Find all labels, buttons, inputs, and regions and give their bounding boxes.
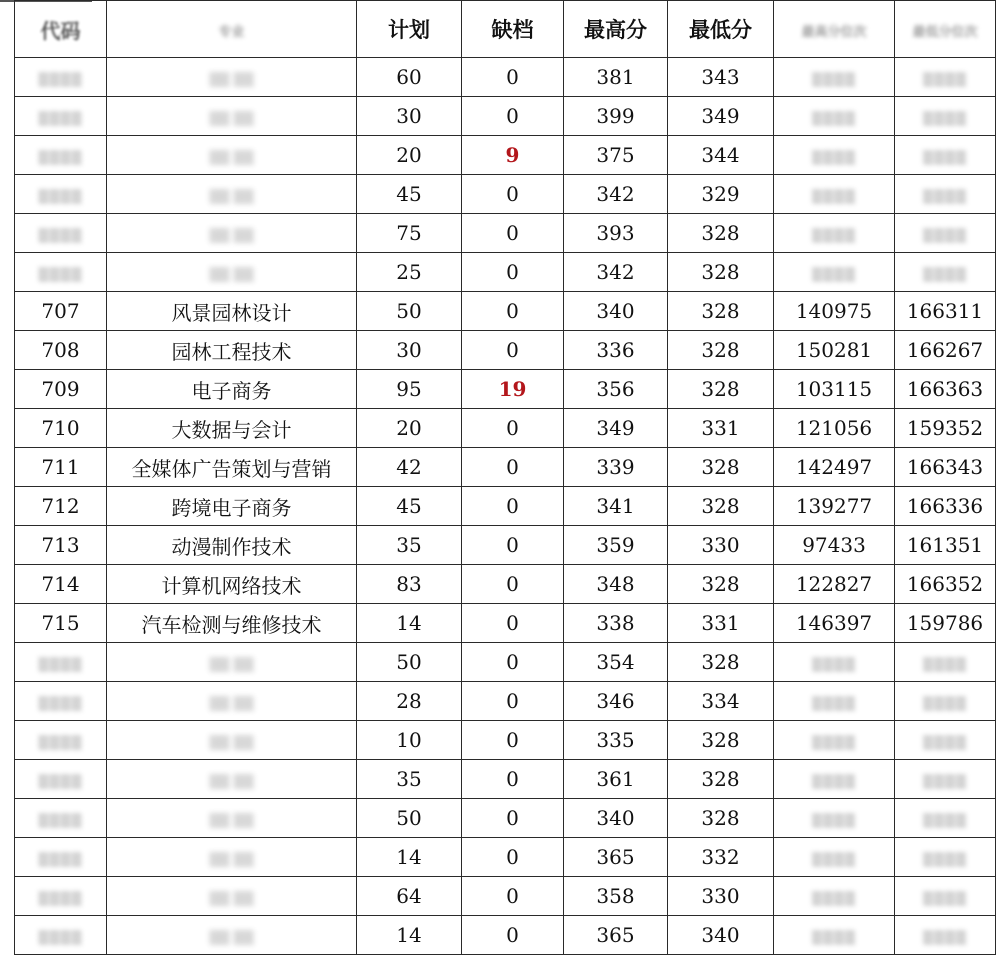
- cell-code: 710: [15, 409, 107, 448]
- obscured-text: ▒▒▒▒: [38, 268, 83, 283]
- cell-code: 709: [15, 370, 107, 409]
- cell-max-rank: [774, 643, 895, 682]
- cell-gap: 19: [462, 370, 564, 409]
- cell-code: [15, 682, 107, 721]
- cell-max-score: 342: [564, 253, 668, 292]
- cell-plan: 45: [357, 487, 462, 526]
- cell-min-rank: 166363: [895, 370, 996, 409]
- cell-max-score: 365: [564, 838, 668, 877]
- obscured-text: ▒▒▒▒: [812, 112, 856, 127]
- cell-gap: 0: [462, 916, 564, 955]
- cell-gap: 0: [462, 760, 564, 799]
- cell-min-rank: 166352: [895, 565, 996, 604]
- cell-min-rank: [895, 175, 996, 214]
- cell-major-name: [107, 682, 357, 721]
- cell-major-name: [107, 916, 357, 955]
- obscured-text: ▒▒ ▒▒: [209, 931, 254, 946]
- cell-code: [15, 877, 107, 916]
- obscured-text: ▒▒ ▒▒: [209, 229, 254, 244]
- cell-max-rank: [774, 838, 895, 877]
- cell-plan: 42: [357, 448, 462, 487]
- obscured-text: ▒▒▒▒: [38, 112, 83, 127]
- obscured-text: ▒▒ ▒▒: [209, 697, 254, 712]
- cell-max-score: 340: [564, 292, 668, 331]
- cell-min-score: 328: [668, 370, 774, 409]
- cell-max-score: 339: [564, 448, 668, 487]
- obscured-text: ▒▒▒▒: [923, 112, 967, 127]
- cell-code: [15, 97, 107, 136]
- cell-max-rank: 97433: [774, 526, 895, 565]
- cell-max-score: 346: [564, 682, 668, 721]
- header-plan: 计划: [357, 1, 462, 58]
- cell-plan: 10: [357, 721, 462, 760]
- obscured-text: ▒▒ ▒▒: [209, 736, 254, 751]
- cell-min-rank: [895, 58, 996, 97]
- cell-max-rank: 139277: [774, 487, 895, 526]
- cell-plan: 50: [357, 643, 462, 682]
- cell-min-score: 328: [668, 487, 774, 526]
- cell-code: [15, 760, 107, 799]
- cell-plan: 14: [357, 838, 462, 877]
- cell-gap: 0: [462, 292, 564, 331]
- obscured-text: ▒▒▒▒: [812, 658, 856, 673]
- cell-plan: 60: [357, 58, 462, 97]
- cell-min-rank: [895, 760, 996, 799]
- cell-max-rank: [774, 916, 895, 955]
- cell-plan: 75: [357, 214, 462, 253]
- cell-min-rank: [895, 214, 996, 253]
- cell-gap: 0: [462, 253, 564, 292]
- table-row: [15, 136, 996, 175]
- cell-max-score: 365: [564, 916, 668, 955]
- obscured-text: ▒▒▒▒: [38, 151, 83, 166]
- obscured-text: ▒▒▒▒: [812, 775, 856, 790]
- table-row: [15, 799, 996, 838]
- cell-max-score: 349: [564, 409, 668, 448]
- cell-min-score: 343: [668, 58, 774, 97]
- cell-gap: 0: [462, 682, 564, 721]
- cell-code: [15, 253, 107, 292]
- cell-gap: 0: [462, 643, 564, 682]
- cell-plan: 35: [357, 760, 462, 799]
- cell-plan: 95: [357, 370, 462, 409]
- obscured-text: ▒▒▒▒: [923, 268, 967, 283]
- obscured-text: ▒▒▒▒: [812, 73, 856, 88]
- cell-gap: 0: [462, 214, 564, 253]
- cell-max-rank: [774, 175, 895, 214]
- table-row: [15, 565, 996, 604]
- cell-gap: 0: [462, 721, 564, 760]
- cell-min-score: 329: [668, 175, 774, 214]
- cell-plan: 20: [357, 136, 462, 175]
- table-row: [15, 214, 996, 253]
- obscured-text: ▒▒▒▒: [38, 229, 83, 244]
- cell-max-score: 361: [564, 760, 668, 799]
- obscured-text: ▒▒▒▒: [923, 931, 967, 946]
- cell-min-rank: [895, 253, 996, 292]
- cell-min-rank: [895, 97, 996, 136]
- cell-major-name: [107, 799, 357, 838]
- cell-max-rank: [774, 721, 895, 760]
- cell-code: 711: [15, 448, 107, 487]
- cell-min-score: 328: [668, 214, 774, 253]
- cell-min-score: 330: [668, 877, 774, 916]
- cell-min-score: 340: [668, 916, 774, 955]
- cell-min-score: 328: [668, 643, 774, 682]
- cell-plan: 45: [357, 175, 462, 214]
- cell-max-score: 341: [564, 487, 668, 526]
- cell-gap: 0: [462, 175, 564, 214]
- header-max-score: 最高分: [564, 1, 668, 58]
- cell-plan: 30: [357, 331, 462, 370]
- cell-max-rank: [774, 58, 895, 97]
- header-major: 专业: [107, 1, 357, 58]
- cell-max-rank: 103115: [774, 370, 895, 409]
- cell-min-rank: 166311: [895, 292, 996, 331]
- cell-major-name: 跨境电子商务: [107, 487, 357, 526]
- obscured-text: ▒▒ ▒▒: [209, 112, 254, 127]
- cell-major-name: 汽车检测与维修技术: [107, 604, 357, 643]
- obscured-text: ▒▒▒▒: [812, 268, 856, 283]
- obscured-text: ▒▒ ▒▒: [209, 853, 254, 868]
- cell-max-rank: [774, 97, 895, 136]
- header-gap: 缺档: [462, 1, 564, 58]
- obscured-text: ▒▒▒▒: [923, 892, 967, 907]
- cell-min-rank: [895, 643, 996, 682]
- cell-major-name: 园林工程技术: [107, 331, 357, 370]
- cell-min-score: 328: [668, 253, 774, 292]
- cell-min-rank: 166336: [895, 487, 996, 526]
- obscured-text: ▒▒▒▒: [812, 229, 856, 244]
- cell-min-score: 328: [668, 799, 774, 838]
- cell-min-score: 328: [668, 565, 774, 604]
- cell-gap: 0: [462, 877, 564, 916]
- cell-code: [15, 214, 107, 253]
- obscured-text: ▒▒▒▒: [923, 190, 967, 205]
- cell-min-rank: [895, 838, 996, 877]
- obscured-text: ▒▒▒▒: [812, 697, 856, 712]
- cell-gap: 0: [462, 838, 564, 877]
- cell-max-score: 399: [564, 97, 668, 136]
- obscured-text: ▒▒▒▒: [812, 736, 856, 751]
- cell-plan: 28: [357, 682, 462, 721]
- obscured-text: ▒▒ ▒▒: [209, 814, 254, 829]
- cell-min-rank: 159352: [895, 409, 996, 448]
- obscured-text: ▒▒▒▒: [812, 931, 856, 946]
- cell-min-score: 330: [668, 526, 774, 565]
- cell-code: 707: [15, 292, 107, 331]
- table-row: [15, 838, 996, 877]
- obscured-text: ▒▒ ▒▒: [209, 73, 254, 88]
- table-row: [15, 604, 996, 643]
- cell-gap: 0: [462, 409, 564, 448]
- obscured-text: ▒▒▒▒: [38, 775, 83, 790]
- cell-code: 713: [15, 526, 107, 565]
- cell-min-score: 328: [668, 448, 774, 487]
- obscured-text: ▒▒▒▒: [812, 892, 856, 907]
- cell-plan: 25: [357, 253, 462, 292]
- cell-min-score: 344: [668, 136, 774, 175]
- cell-min-score: 328: [668, 292, 774, 331]
- obscured-text: ▒▒▒▒: [38, 931, 83, 946]
- cell-plan: 14: [357, 604, 462, 643]
- cell-max-rank: 142497: [774, 448, 895, 487]
- cell-min-rank: 166343: [895, 448, 996, 487]
- cell-gap: 0: [462, 799, 564, 838]
- cell-min-rank: [895, 682, 996, 721]
- cell-plan: 35: [357, 526, 462, 565]
- cell-max-rank: [774, 799, 895, 838]
- cell-gap: 0: [462, 487, 564, 526]
- table-row: [15, 448, 996, 487]
- cell-plan: 64: [357, 877, 462, 916]
- header-min-rank: 最低分位次: [895, 1, 996, 58]
- obscured-text: ▒▒ ▒▒: [209, 775, 254, 790]
- obscured-text: ▒▒ ▒▒: [209, 190, 254, 205]
- obscured-text: ▒▒▒▒: [38, 814, 83, 829]
- table-row: [15, 487, 996, 526]
- cell-plan: 20: [357, 409, 462, 448]
- cell-plan: 50: [357, 292, 462, 331]
- obscured-text: ▒▒▒▒: [38, 892, 83, 907]
- obscured-text: ▒▒▒▒: [923, 853, 967, 868]
- cell-min-score: 334: [668, 682, 774, 721]
- cell-max-rank: 121056: [774, 409, 895, 448]
- cell-max-rank: [774, 253, 895, 292]
- obscured-text: ▒▒ ▒▒: [209, 658, 254, 673]
- table-row: [15, 682, 996, 721]
- cell-plan: 83: [357, 565, 462, 604]
- obscured-text: ▒▒▒▒: [923, 151, 967, 166]
- cell-major-name: [107, 838, 357, 877]
- cell-min-rank: 166267: [895, 331, 996, 370]
- table-body: [15, 58, 996, 955]
- cell-code: [15, 799, 107, 838]
- cell-max-rank: 140975: [774, 292, 895, 331]
- table-row: [15, 175, 996, 214]
- cell-gap: 0: [462, 58, 564, 97]
- header-code: 代码: [15, 1, 107, 58]
- table-row: [15, 370, 996, 409]
- obscured-text: ▒▒▒▒: [923, 814, 967, 829]
- cell-plan: 50: [357, 799, 462, 838]
- cell-max-score: 354: [564, 643, 668, 682]
- cell-min-rank: 161351: [895, 526, 996, 565]
- cell-max-score: 358: [564, 877, 668, 916]
- table-row: [15, 253, 996, 292]
- obscured-text: ▒▒▒▒: [812, 814, 856, 829]
- cell-major-name: [107, 643, 357, 682]
- cell-max-rank: [774, 682, 895, 721]
- cell-code: 714: [15, 565, 107, 604]
- cell-min-rank: [895, 721, 996, 760]
- obscured-text: ▒▒▒▒: [812, 151, 856, 166]
- cell-max-rank: [774, 214, 895, 253]
- cell-code: [15, 175, 107, 214]
- obscured-text: ▒▒▒▒: [923, 775, 967, 790]
- obscured-text: ▒▒▒▒: [38, 853, 83, 868]
- obscured-text: ▒▒▒▒: [38, 190, 83, 205]
- table-row: [15, 643, 996, 682]
- obscured-text: ▒▒▒▒: [923, 736, 967, 751]
- cell-code: [15, 643, 107, 682]
- cell-gap: 0: [462, 604, 564, 643]
- obscured-text: ▒▒ ▒▒: [209, 268, 254, 283]
- cell-max-score: 359: [564, 526, 668, 565]
- header-min-score: 最低分: [668, 1, 774, 58]
- cell-max-rank: 150281: [774, 331, 895, 370]
- cell-code: 708: [15, 331, 107, 370]
- cell-gap: 0: [462, 526, 564, 565]
- cell-max-score: 342: [564, 175, 668, 214]
- cell-major-name: [107, 721, 357, 760]
- obscured-text: ▒▒▒▒: [923, 229, 967, 244]
- cell-code: [15, 916, 107, 955]
- cell-major-name: 动漫制作技术: [107, 526, 357, 565]
- cell-min-score: 331: [668, 604, 774, 643]
- cell-max-rank: [774, 136, 895, 175]
- cell-max-score: 356: [564, 370, 668, 409]
- cell-major-name: [107, 214, 357, 253]
- table-row: [15, 292, 996, 331]
- cell-min-rank: [895, 136, 996, 175]
- table-row: [15, 877, 996, 916]
- table-row: [15, 721, 996, 760]
- cell-major-name: 全媒体广告策划与营销: [107, 448, 357, 487]
- cell-major-name: [107, 97, 357, 136]
- cell-min-score: 328: [668, 760, 774, 799]
- cell-min-score: 332: [668, 838, 774, 877]
- cell-min-score: 328: [668, 331, 774, 370]
- header-max-rank: 最高分位次: [774, 1, 895, 58]
- cell-gap: 0: [462, 448, 564, 487]
- obscured-text: ▒▒▒▒: [923, 697, 967, 712]
- table-row: [15, 331, 996, 370]
- cell-min-rank: [895, 799, 996, 838]
- cell-code: 715: [15, 604, 107, 643]
- header-row: [15, 1, 996, 58]
- obscured-text: ▒▒▒▒: [38, 73, 83, 88]
- cell-plan: 30: [357, 97, 462, 136]
- obscured-text: ▒▒ ▒▒: [209, 892, 254, 907]
- cell-major-name: 计算机网络技术: [107, 565, 357, 604]
- cell-code: [15, 721, 107, 760]
- admission-score-table-sheet: [14, 0, 995, 954]
- cell-major-name: [107, 760, 357, 799]
- cell-code: [15, 136, 107, 175]
- table-row: [15, 760, 996, 799]
- obscured-text: ▒▒▒▒: [812, 853, 856, 868]
- cell-gap: 9: [462, 136, 564, 175]
- cell-code: [15, 58, 107, 97]
- cell-min-rank: [895, 916, 996, 955]
- cell-major-name: [107, 136, 357, 175]
- cell-major-name: 电子商务: [107, 370, 357, 409]
- cell-min-rank: [895, 877, 996, 916]
- obscured-text: ▒▒▒▒: [923, 658, 967, 673]
- cell-min-score: 331: [668, 409, 774, 448]
- cell-max-score: 335: [564, 721, 668, 760]
- obscured-text: ▒▒▒▒: [38, 736, 83, 751]
- cell-max-rank: 122827: [774, 565, 895, 604]
- cell-min-rank: 159786: [895, 604, 996, 643]
- cell-plan: 14: [357, 916, 462, 955]
- cell-max-rank: 146397: [774, 604, 895, 643]
- cell-max-rank: [774, 760, 895, 799]
- cell-max-rank: [774, 877, 895, 916]
- cell-major-name: 大数据与会计: [107, 409, 357, 448]
- cell-max-score: 336: [564, 331, 668, 370]
- obscured-text: ▒▒▒▒: [38, 658, 83, 673]
- obscured-text: ▒▒ ▒▒: [209, 151, 254, 166]
- cell-gap: 0: [462, 331, 564, 370]
- cell-max-score: 381: [564, 58, 668, 97]
- cell-gap: 0: [462, 97, 564, 136]
- cell-gap: 0: [462, 565, 564, 604]
- cell-min-score: 349: [668, 97, 774, 136]
- table-row: [15, 58, 996, 97]
- cell-major-name: [107, 877, 357, 916]
- cell-major-name: [107, 175, 357, 214]
- table-row: [15, 526, 996, 565]
- obscured-text: ▒▒▒▒: [812, 190, 856, 205]
- cell-major-name: [107, 58, 357, 97]
- cell-max-score: 375: [564, 136, 668, 175]
- table-row: [15, 97, 996, 136]
- cell-major-name: 风景园林设计: [107, 292, 357, 331]
- cell-min-score: 328: [668, 721, 774, 760]
- obscured-text: ▒▒▒▒: [923, 73, 967, 88]
- admission-score-table: [14, 0, 996, 955]
- cell-max-score: 348: [564, 565, 668, 604]
- cell-max-score: 393: [564, 214, 668, 253]
- obscured-text: ▒▒▒▒: [38, 697, 83, 712]
- cell-major-name: [107, 253, 357, 292]
- table-row: [15, 916, 996, 955]
- cell-code: [15, 838, 107, 877]
- cell-code: 712: [15, 487, 107, 526]
- table-row: [15, 409, 996, 448]
- cell-max-score: 340: [564, 799, 668, 838]
- cell-max-score: 338: [564, 604, 668, 643]
